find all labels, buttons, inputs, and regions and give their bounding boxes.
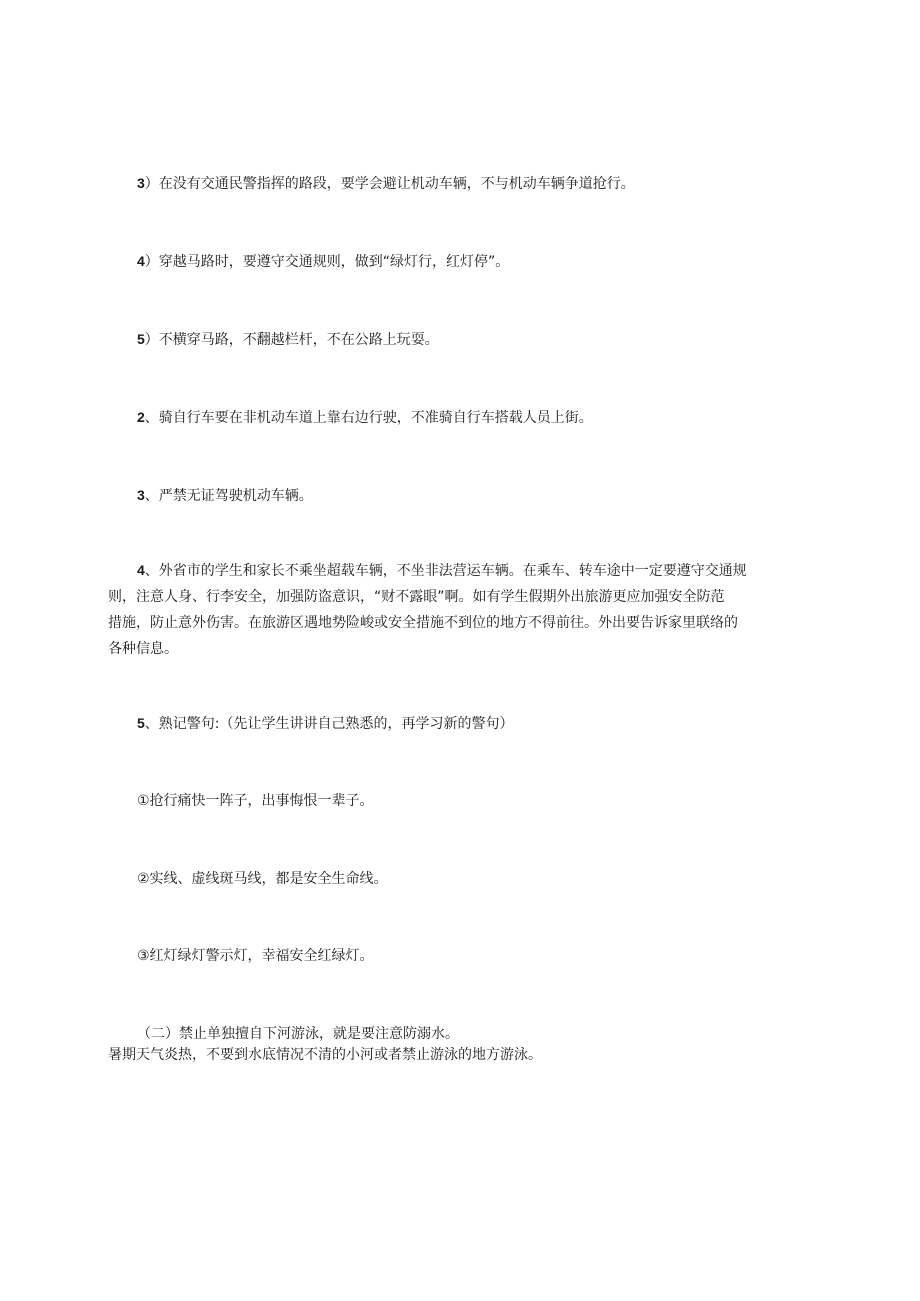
item-text: ）穿越马路时，要遵守交通规则，做到“绿灯行，红灯停”。 (144, 254, 510, 270)
item-text: ）不横穿马路，不翻越栏杆，不在公路上玩耍。 (144, 332, 439, 348)
paragraph-line (108, 557, 808, 584)
item-number: 5 (137, 331, 145, 347)
item-text: 、骑自行车要在非机动车道上靠右边行驶，不准骑自行车搭载人员上街。 (144, 410, 593, 426)
item-number: 4 (137, 253, 145, 269)
item-number: 5 (137, 715, 145, 731)
section-body: 暑期天气炎热，不要到水底情况不清的小河或者禁止游泳的地方游泳。 (108, 1047, 542, 1063)
slogan-3: ③红灯绿灯警示灯，幸福安全红绿灯。 (137, 948, 374, 964)
item-number: 2 (137, 409, 145, 425)
paragraph-line: 各种信息。 (108, 641, 178, 657)
item-4-crossing-road (137, 251, 509, 272)
paragraph-4-travel-safety (108, 557, 808, 662)
item-number: 4 (137, 562, 145, 578)
item-5-warning-slogans-heading (137, 713, 514, 734)
item-number: 3 (137, 175, 145, 191)
paragraph-line: 则，注意人身、行李安全，加强防盗意识，“财不露眼”啊。如有学生假期外出旅游更应加强安全防范 (108, 589, 725, 605)
slogan-2: ②实线、虚线斑马线，都是安全生命线。 (137, 871, 388, 887)
item-2-bicycle-rule (137, 407, 593, 428)
item-3-no-license-driving (137, 485, 313, 506)
paragraph-line: 措施，防止意外伤害。在旅游区遇地势险峻或安全措施不到位的地方不得前往。外出要告诉家里联络的 (108, 615, 738, 631)
section-2-swimming (108, 1024, 542, 1066)
item-3-yield-vehicles (137, 173, 635, 194)
item-number: 3 (137, 487, 145, 503)
item-text: 、严禁无证驾驶机动车辆。 (144, 488, 313, 504)
paragraph-text: 、外省市的学生和家长不乘坐超载车辆，不坐非法营运车辆。在乘车、转车途中一定要遵守交通规 (144, 563, 747, 579)
item-text: ）在没有交通民警指挥的路段，要学会避让机动车辆，不与机动车辆争道抢行。 (144, 176, 635, 192)
section-title: （二）禁止单独擅自下河游泳，就是要注意防溺水。 (137, 1026, 459, 1042)
slogan-1: ①抢行痛快一阵子，出事悔恨一辈子。 (137, 793, 374, 809)
item-text: 、熟记警句:（先让学生讲讲自己熟悉的，再学习新的警句） (144, 716, 514, 732)
item-5-no-jaywalking (137, 329, 439, 350)
